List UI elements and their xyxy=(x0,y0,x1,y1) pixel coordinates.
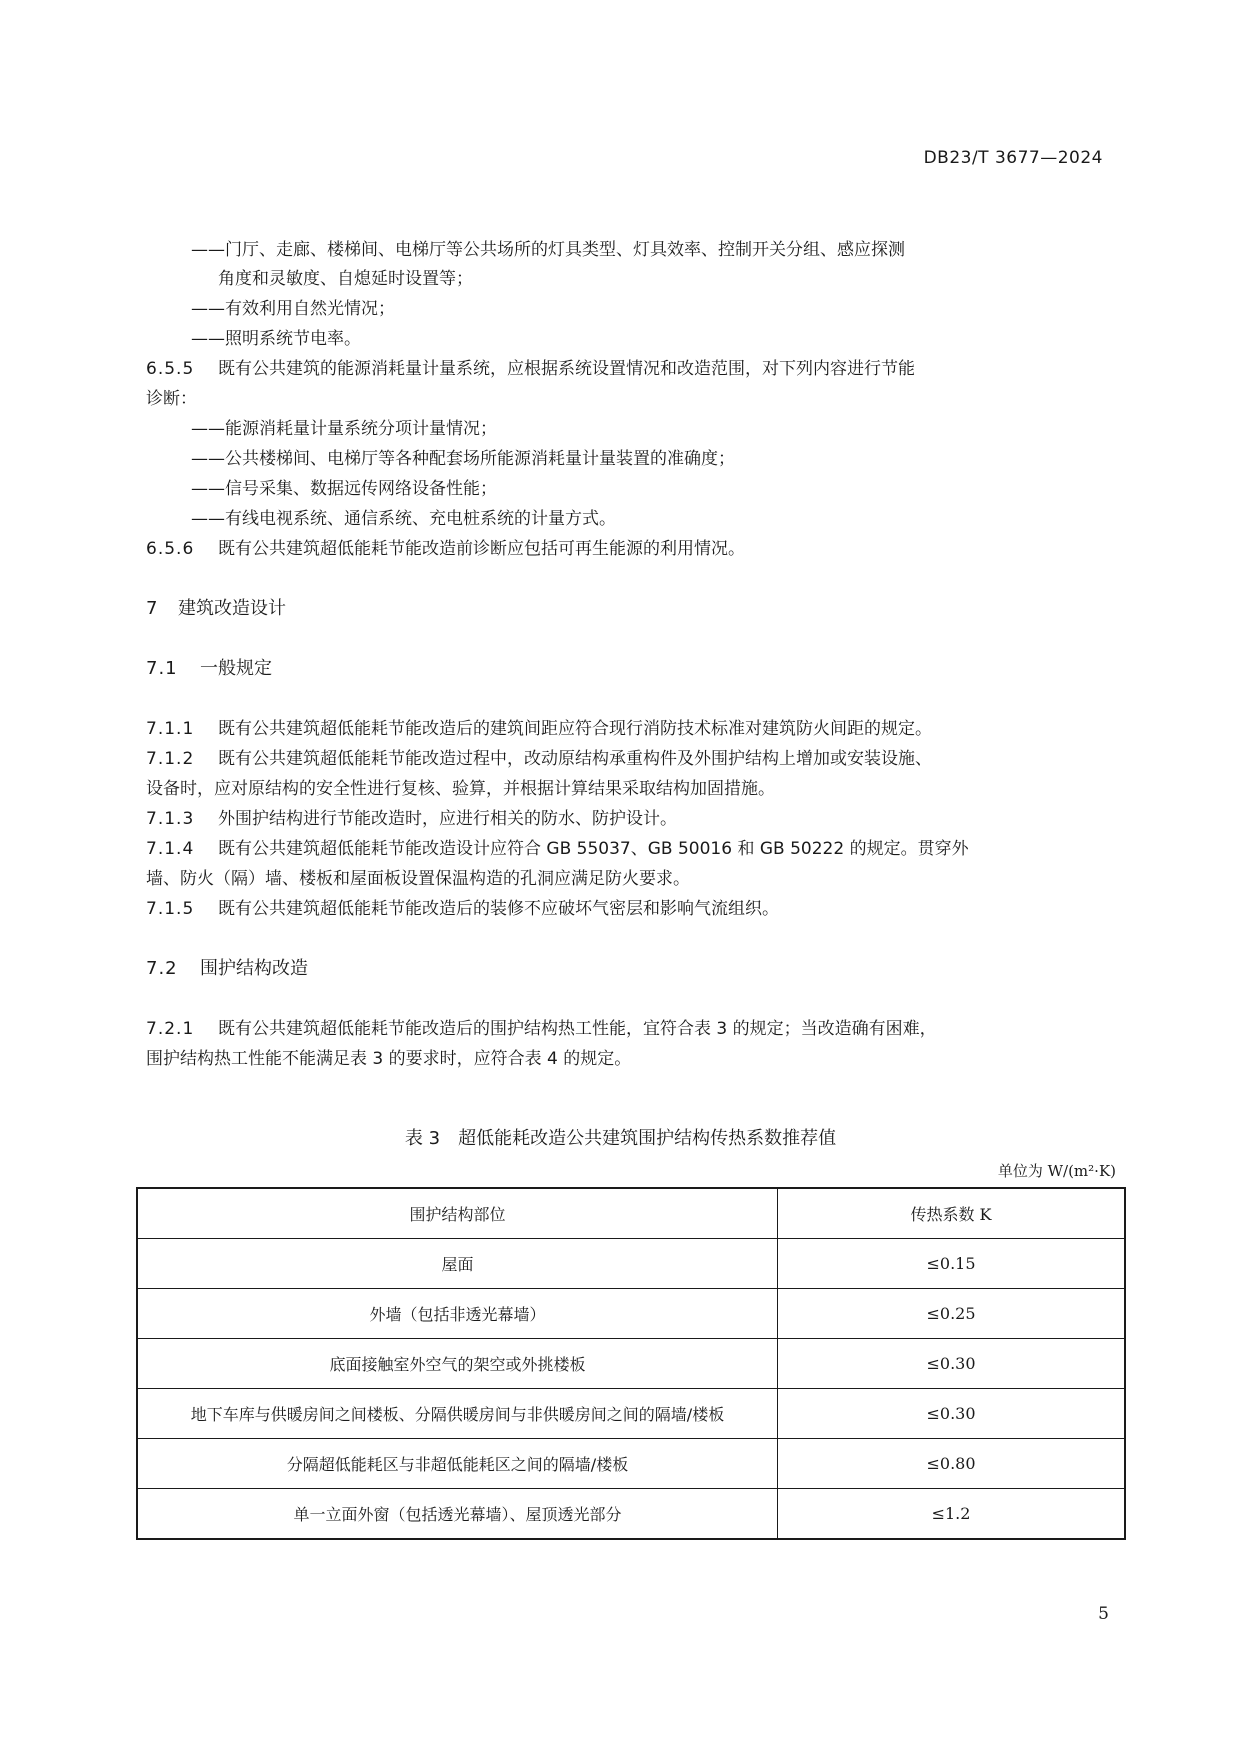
table-cell-k: ≤0.80 xyxy=(778,1439,1126,1489)
list-item: ——有线电视系统、通信系统、充电桩系统的计量方式。 xyxy=(191,509,616,529)
clause xyxy=(146,354,915,384)
table-cell-part: 底面接触室外空气的架空或外挑楼板 xyxy=(137,1339,778,1389)
clause-number: 7.2.1 xyxy=(146,1019,195,1039)
table-row xyxy=(137,1239,1125,1289)
table-row xyxy=(137,1289,1125,1339)
clause xyxy=(146,834,969,864)
subsection-number: 7.2 xyxy=(146,958,178,979)
subsection-title: 一般规定 xyxy=(200,658,272,679)
section-heading xyxy=(146,594,286,624)
clause xyxy=(146,1014,937,1044)
table-unit: 单位为 W/(m²·K) xyxy=(997,1162,1116,1180)
table-cell-part: 屋面 xyxy=(137,1239,778,1289)
list-item: ——能源消耗量计量系统分项计量情况； xyxy=(191,419,497,439)
column-header-k: 传热系数 K xyxy=(778,1188,1126,1239)
table-cell-k: ≤0.30 xyxy=(778,1339,1126,1389)
clause xyxy=(146,714,932,744)
document-code: DB23/T 3677—2024 xyxy=(923,148,1103,168)
list-item: ——公共楼梯间、电梯厅等各种配套场所能源消耗量计量装置的准确度； xyxy=(191,449,735,469)
clause-text: 外围护结构进行节能改造时，应进行相关的防水、防护设计。 xyxy=(218,809,677,829)
clause-number: 7.1.3 xyxy=(146,809,195,829)
clause-continuation: 诊断： xyxy=(146,389,197,409)
clause-number: 7.1.5 xyxy=(146,899,195,919)
data-table xyxy=(136,1187,1126,1540)
list-item: ——门厅、走廊、楼梯间、电梯厅等公共场所的灯具类型、灯具效率、控制开关分组、感应探测 xyxy=(191,240,905,260)
table-row xyxy=(137,1339,1125,1389)
table-header-row xyxy=(137,1188,1125,1239)
clause-text: 既有公共建筑超低能耗节能改造设计应符合 GB 55037、GB 50016 和 GB 50222 的规定。贯穿外 xyxy=(218,839,969,859)
clause-number: 6.5.5 xyxy=(146,359,195,379)
clause-number: 6.5.6 xyxy=(146,539,195,559)
page-number: 5 xyxy=(1098,1604,1109,1624)
clause-number: 7.1.2 xyxy=(146,749,195,769)
clause-text: 既有公共建筑超低能耗节能改造后的围护结构热工性能，宜符合表 3 的规定；当改造确有困难， xyxy=(218,1019,937,1039)
list-item: ——有效利用自然光情况； xyxy=(191,299,395,319)
clause-text: 既有公共建筑超低能耗节能改造过程中，改动原结构承重构件及外围护结构上增加或安装设施、 xyxy=(218,749,932,769)
clause xyxy=(146,534,745,564)
table-row xyxy=(137,1439,1125,1489)
column-header-part: 围护结构部位 xyxy=(137,1188,778,1239)
table-cell-k: ≤1.2 xyxy=(778,1489,1126,1540)
table-row xyxy=(137,1489,1125,1540)
subsection-heading xyxy=(146,654,272,684)
clause xyxy=(146,804,677,834)
clause-number: 7.1.4 xyxy=(146,839,195,859)
clause-continuation: 围护结构热工性能不能满足表 3 的要求时，应符合表 4 的规定。 xyxy=(146,1049,632,1069)
table-cell-part: 分隔超低能耗区与非超低能耗区之间的隔墙/楼板 xyxy=(137,1439,778,1489)
clause-text: 既有公共建筑超低能耗节能改造后的建筑间距应符合现行消防技术标准对建筑防火间距的规定。 xyxy=(218,719,932,739)
table-cell-k: ≤0.25 xyxy=(778,1289,1126,1339)
clause-text: 既有公共建筑超低能耗节能改造前诊断应包括可再生能源的利用情况。 xyxy=(218,539,745,559)
clause-text: 既有公共建筑超低能耗节能改造后的装修不应破坏气密层和影响气流组织。 xyxy=(218,899,779,919)
subsection-number: 7.1 xyxy=(146,658,178,679)
table-cell-k: ≤0.15 xyxy=(778,1239,1126,1289)
section-number: 7 xyxy=(146,598,159,619)
clause-number: 7.1.1 xyxy=(146,719,195,739)
table-cell-part: 外墙（包括非透光幕墙） xyxy=(137,1289,778,1339)
section-title: 建筑改造设计 xyxy=(178,598,286,619)
list-item: ——信号采集、数据远传网络设备性能； xyxy=(191,479,497,499)
table-cell-part: 地下车库与供暖房间之间楼板、分隔供暖房间与非供暖房间之间的隔墙/楼板 xyxy=(137,1389,778,1439)
subsection-heading xyxy=(146,954,308,984)
subsection-title: 围护结构改造 xyxy=(200,958,308,979)
clause-text: 既有公共建筑的能源消耗量计量系统，应根据系统设置情况和改造范围，对下列内容进行节能 xyxy=(218,359,915,379)
clause-continuation: 设备时，应对原结构的安全性进行复核、验算，并根据计算结果采取结构加固措施。 xyxy=(146,779,775,799)
clause xyxy=(146,894,779,924)
table-title: 表 3 超低能耗改造公共建筑围护结构传热系数推荐值 xyxy=(404,1128,837,1149)
table-cell-k: ≤0.30 xyxy=(778,1389,1126,1439)
list-item-continuation: 角度和灵敏度、自熄延时设置等； xyxy=(218,269,473,289)
clause xyxy=(146,744,932,774)
clause-continuation: 墙、防火（隔）墙、楼板和屋面板设置保温构造的孔洞应满足防火要求。 xyxy=(146,869,690,889)
table-row xyxy=(137,1389,1125,1439)
list-item: ——照明系统节电率。 xyxy=(191,329,361,349)
table-cell-part: 单一立面外窗（包括透光幕墙）、屋顶透光部分 xyxy=(137,1489,778,1540)
